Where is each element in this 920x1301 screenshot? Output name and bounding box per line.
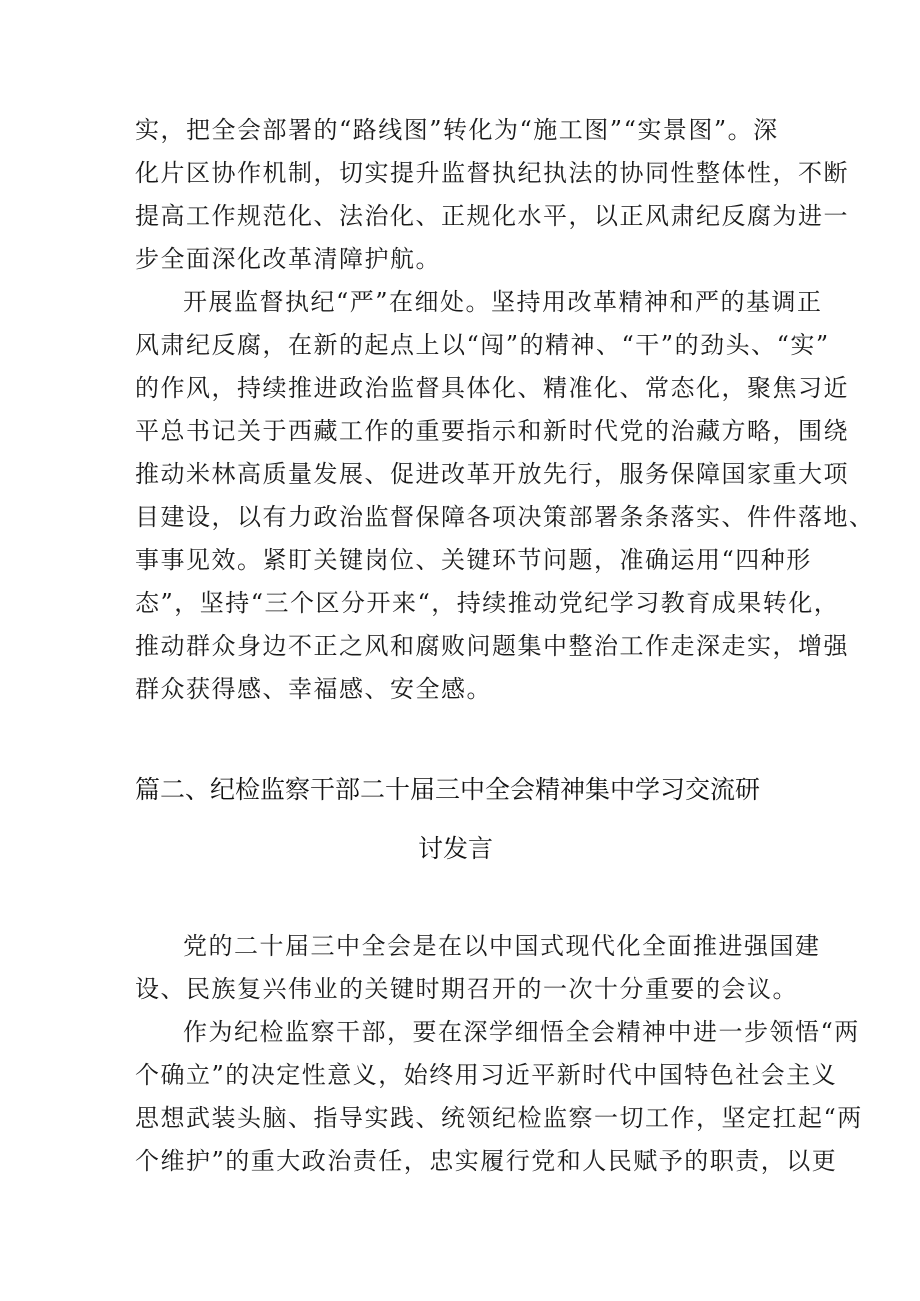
paragraph-line: 平总书记关于西藏工作的重要指示和新时代党的治藏方略，围绕 [135,417,849,445]
paragraph-line: 步全面深化改革清障护航。 [135,245,441,273]
paragraph-line: 群众获得感、幸福感、安全感。 [135,675,492,703]
paragraph-line: 推动群众身边不正之风和腐败问题集中整治工作走深走实，增强 [135,632,849,660]
paragraph-line: 党的二十届三中全会是在以中国式现代化全面推进强国建 [183,932,821,960]
paragraph-line: 推动米林高质量发展、促进改革开放先行，服务保障国家重大项 [135,460,849,488]
paragraph-line: 设、民族复兴伟业的关键时期召开的一次十分重要的会议。 [135,975,798,1003]
paragraph-line: 态”，坚持“三个区分开来“，持续推动党纪学习教育成果转化， [135,589,840,617]
paragraph-line: 开展监督执纪“严”在细处。坚持用改革精神和严的基调正 [183,288,823,316]
paragraph-line: 个维护”的重大政治责任，忠实履行党和人民赋予的职责，以更 [135,1147,838,1175]
section-heading: 篇二、纪检监察干部二十届三中全会精神集中学习交流研 [135,775,761,804]
section-heading-continued: 讨发言 [418,834,494,863]
paragraph-line: 事事见效。紧盯关键岗位、关键环节问题，准确运用“四种形 [135,546,812,574]
paragraph-line: 作为纪检监察干部，要在深学细悟全会精神中进一步领悟“两 [183,1018,860,1046]
paragraph-line: 的作风，持续推进政治监督具体化、精准化、常态化，聚焦习近 [135,374,849,402]
paragraph-line: 个确立”的决定性意义，始终用习近平新时代中国特色社会主义 [135,1061,838,1089]
paragraph-line: 实，把全会部署的“路线图”转化为“施工图”“实景图”。深 [135,116,779,144]
paragraph-line: 思想武装头脑、指导实践、统领纪检监察一切工作，坚定扛起“两 [135,1104,863,1132]
paragraph-line: 目建设，以有力政治监督保障各项决策部署条条落实、件件落地、 [135,503,875,531]
paragraph-line: 提高工作规范化、法治化、正规化水平，以正风肃纪反腐为进一 [135,202,849,230]
paragraph-line: 化片区协作机制，切实提升监督执纪执法的协同性整体性，不断 [135,159,849,187]
paragraph-line: 风肃纪反腐，在新的起点上以“闯”的精神、“干”的劲头、“实” [135,331,830,359]
